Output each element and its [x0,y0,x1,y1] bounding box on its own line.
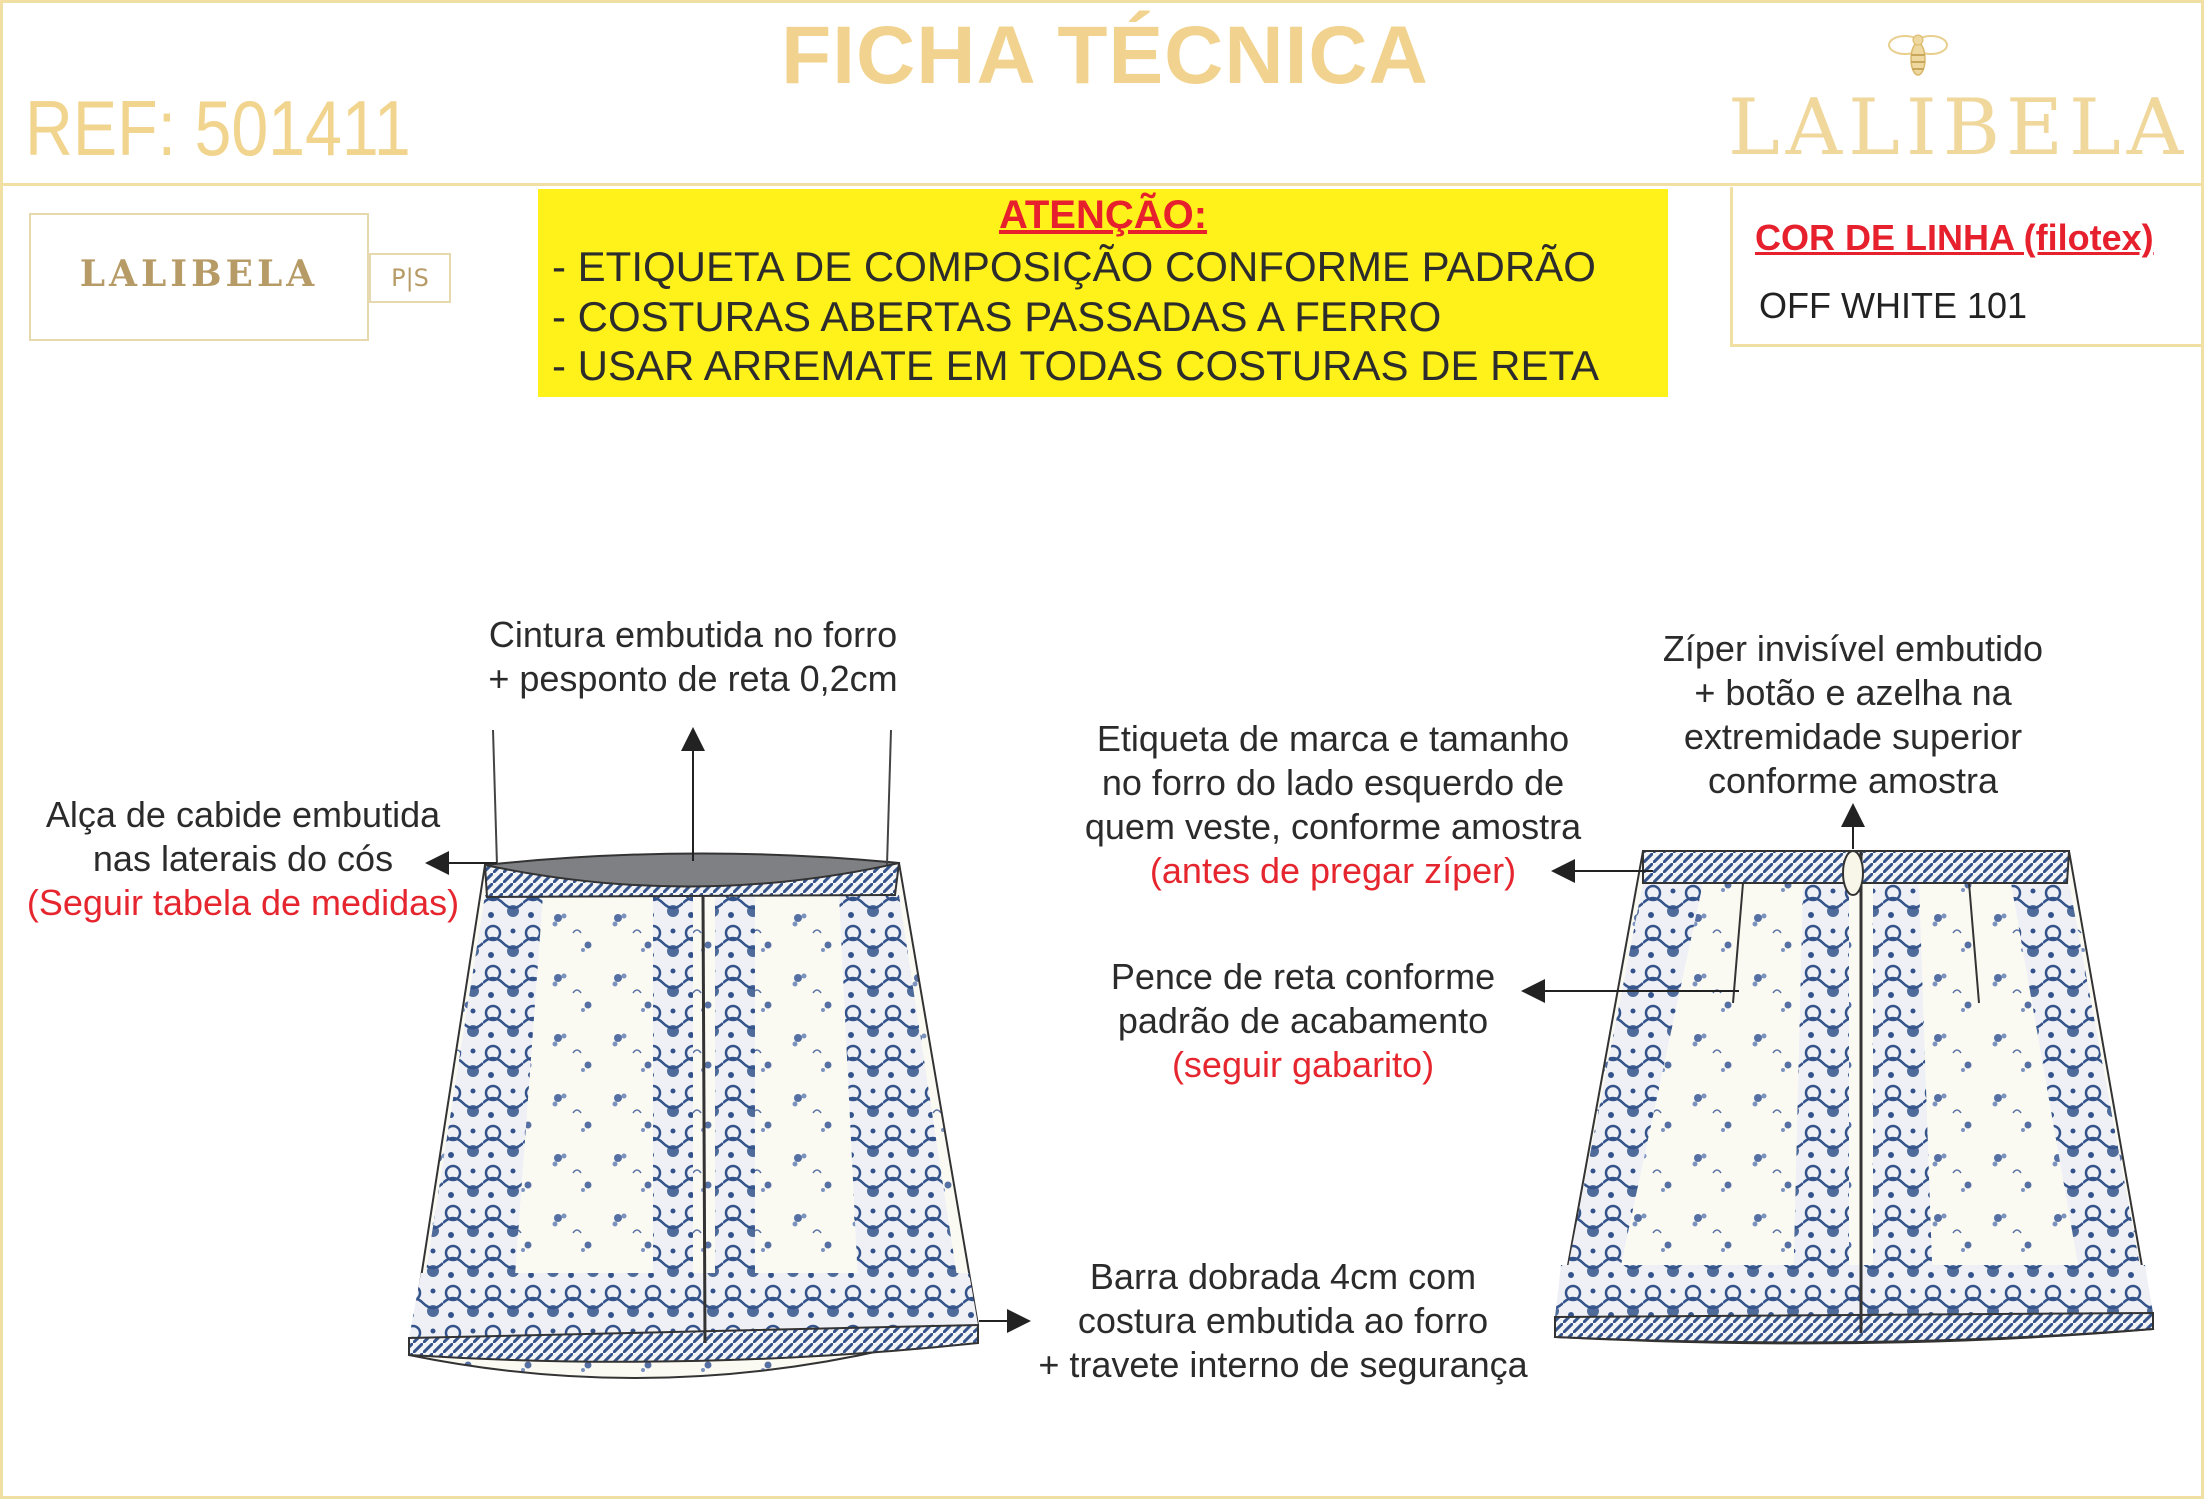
hem-note-line: costura embutida ao forro [1077,1300,1489,1341]
label-brand-text: LALIBELA [79,253,319,295]
dart-note-line: Pence de reta conforme [1110,956,1496,997]
hanger-note-line: Alça de cabide embutida [45,794,441,835]
thread-color-value: OFF WHITE 101 [1759,285,2028,326]
waist-note-line: + pesponto de reta 0,2cm [488,658,898,699]
hem-note-line: + travete interno de segurança [1038,1344,1528,1385]
waist-note-line: Cintura embutida no forro [488,614,898,655]
hanger-note-line-red: (Seguir tabela de medidas) [26,882,460,923]
zipper-note-line: Zíper invisível embutido [1662,628,2044,669]
tag-note-line: Etiqueta de marca e tamanho [1096,718,1570,759]
thread-color-title: COR DE LINHA (filotex) [1755,217,2154,258]
back-skirt-drawing [1555,851,2153,1343]
attention-title: ATENÇÃO: [998,193,1208,237]
waist-note [443,613,943,701]
page-title: FICHA TÉCNICA [781,10,1429,101]
dart-note-line-red: (seguir gabarito) [1171,1044,1435,1085]
zipper-note-line: extremidade superior [1683,716,2023,757]
zipper-note-line: conforme amostra [1707,760,1999,801]
tag-note-line: quem veste, conforme amostra [1084,806,1582,847]
brand-logo: LALIBELA [1728,83,2190,173]
tag-note-line: no forro do lado esquerdo de [1101,762,1565,803]
dart-note-line: padrão de acabamento [1117,1000,1489,1041]
size-tag: P|S [369,253,451,303]
dart-note [1083,955,1523,1087]
attention-line: - COSTURAS ABERTAS PASSADAS A FERRO [552,293,1442,340]
zipper-note-line: + botão e azelha na [1694,672,2012,713]
reference-code: REF: 501411 [25,84,411,172]
tag-note-line-red: (antes de pregar zíper) [1149,850,1517,891]
attention-line: - ETIQUETA DE COMPOSIÇÃO CONFORME PADRÃO [552,243,1596,290]
hanger-note-line: nas laterais do cós [92,838,394,879]
hanger-note [3,793,483,925]
attention-line: - USAR ARREMATE EM TODAS COSTURAS DE RETA [552,342,1600,389]
zipper-note [1623,627,2083,803]
hem-note-line: Barra dobrada 4cm com [1089,1256,1477,1297]
tag-note [1053,717,1613,893]
hem-note [1013,1255,1553,1387]
